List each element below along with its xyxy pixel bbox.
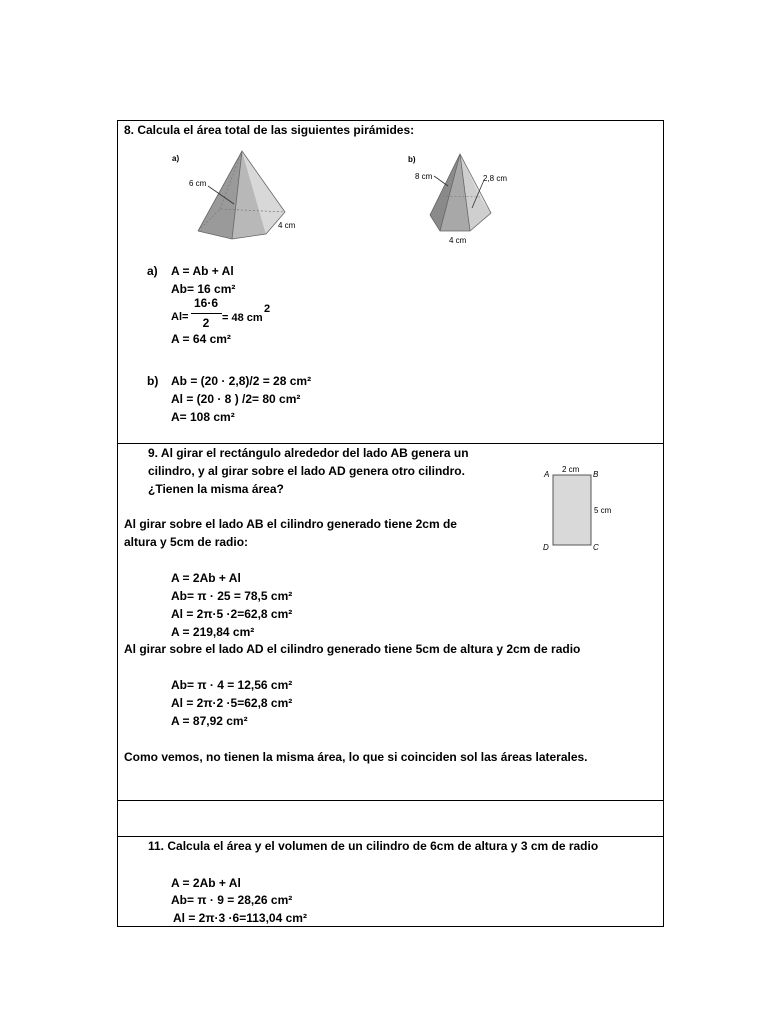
pyramid-b-slant-label: 8 cm (415, 172, 433, 181)
row-divider (117, 836, 664, 837)
fraction-bar (191, 313, 222, 314)
fraction-numerator: 16·6 (193, 296, 219, 310)
vertex-a: A (544, 470, 550, 479)
rectangle-abcd (553, 475, 591, 545)
q9-ab-formula4: A = 219,84 cm² (171, 625, 255, 639)
fraction-denominator: 2 (202, 316, 210, 330)
answer-a-line4: A = 64 cm² (171, 332, 231, 346)
q9-ab-formula3: Al = 2π·5 ·2=62,8 cm² (171, 607, 293, 621)
pyramid-a-figure (168, 146, 304, 242)
q8-title: 8. Calcula el área total de las siguientes pirámides: (124, 123, 415, 137)
q9-line1: 9. Al girar el rectángulo alrededor del lado AB genera un (148, 446, 469, 460)
answer-b-line2: Al = (20 · 8 ) /2= 80 cm² (171, 392, 301, 406)
fraction-exponent: 2 (264, 303, 271, 315)
q9-ab-intro-line2: altura y 5cm de radio: (124, 535, 249, 549)
q9-ad-intro: Al girar sobre el lado AD el cilindro generado tiene 5cm de altura y 2cm de radio (124, 642, 581, 656)
q9-conclusion: Como vemos, no tienen la misma área, lo que si coinciden sol las áreas laterales. (124, 750, 588, 764)
pyramid-b-label: b) (408, 155, 416, 164)
pyramid-b-apothem-label: 2,8 cm (483, 174, 508, 183)
pyramid-b-base-label: 4 cm (449, 236, 467, 245)
answer-a-line2: Ab= 16 cm² (171, 282, 236, 296)
row-divider (117, 443, 664, 444)
pyramid-a-slant-label: 6 cm (189, 179, 207, 188)
answer-a-marker: a) (147, 264, 158, 278)
pyramid-a-base-label: 4 cm (278, 221, 296, 230)
rect-side-length: 5 cm (594, 506, 612, 515)
q9-ad-formula3: A = 87,92 cm² (171, 714, 248, 728)
q11-formula1: A = 2Ab + Al (171, 876, 241, 890)
q9-ab-intro-line1: Al girar sobre el lado AB el cilindro generado tiene 2cm de (124, 517, 457, 531)
vertex-b: B (593, 470, 599, 479)
q9-line3: ¿Tienen la misma área? (148, 482, 284, 496)
fraction-result: = 48 cm (222, 312, 263, 324)
pyramid-a-label: a) (172, 154, 180, 163)
answer-b-marker: b) (147, 374, 159, 388)
pyramid-b-slant-pointer (434, 176, 448, 186)
q9-ab-formula1: A = 2Ab + Al (171, 571, 241, 585)
q11-formula2: Ab= π · 9 = 28,26 cm² (171, 893, 293, 907)
vertex-c: C (593, 543, 599, 552)
q9-line2: cilindro, y al girar sobre el lado AD genera otro cilindro. (148, 464, 465, 478)
q11-formula3: Al = 2π·3 ·6=113,04 cm² (173, 911, 307, 925)
rect-top-length: 2 cm (562, 465, 580, 474)
q9-ab-formula2: Ab= π · 25 = 78,5 cm² (171, 589, 293, 603)
answer-a-line1: A = Ab + Al (171, 264, 234, 278)
rectangle-abcd-figure (540, 460, 620, 554)
vertex-d: D (543, 543, 549, 552)
q9-ad-formula2: Al = 2π·2 ·5=62,8 cm² (171, 696, 293, 710)
pyramid-b-figure (404, 148, 524, 246)
q9-ad-formula1: Ab= π · 4 = 12,56 cm² (171, 678, 293, 692)
answer-a-al-prefix: Al= (171, 311, 189, 323)
answer-b-line1: Ab = (20 · 2,8)/2 = 28 cm² (171, 374, 312, 388)
answer-b-line3: A= 108 cm² (171, 410, 235, 424)
q11-title: 11. Calcula el área y el volumen de un cilindro de 6cm de altura y 3 cm de radio (148, 839, 599, 853)
row-divider (117, 800, 664, 801)
